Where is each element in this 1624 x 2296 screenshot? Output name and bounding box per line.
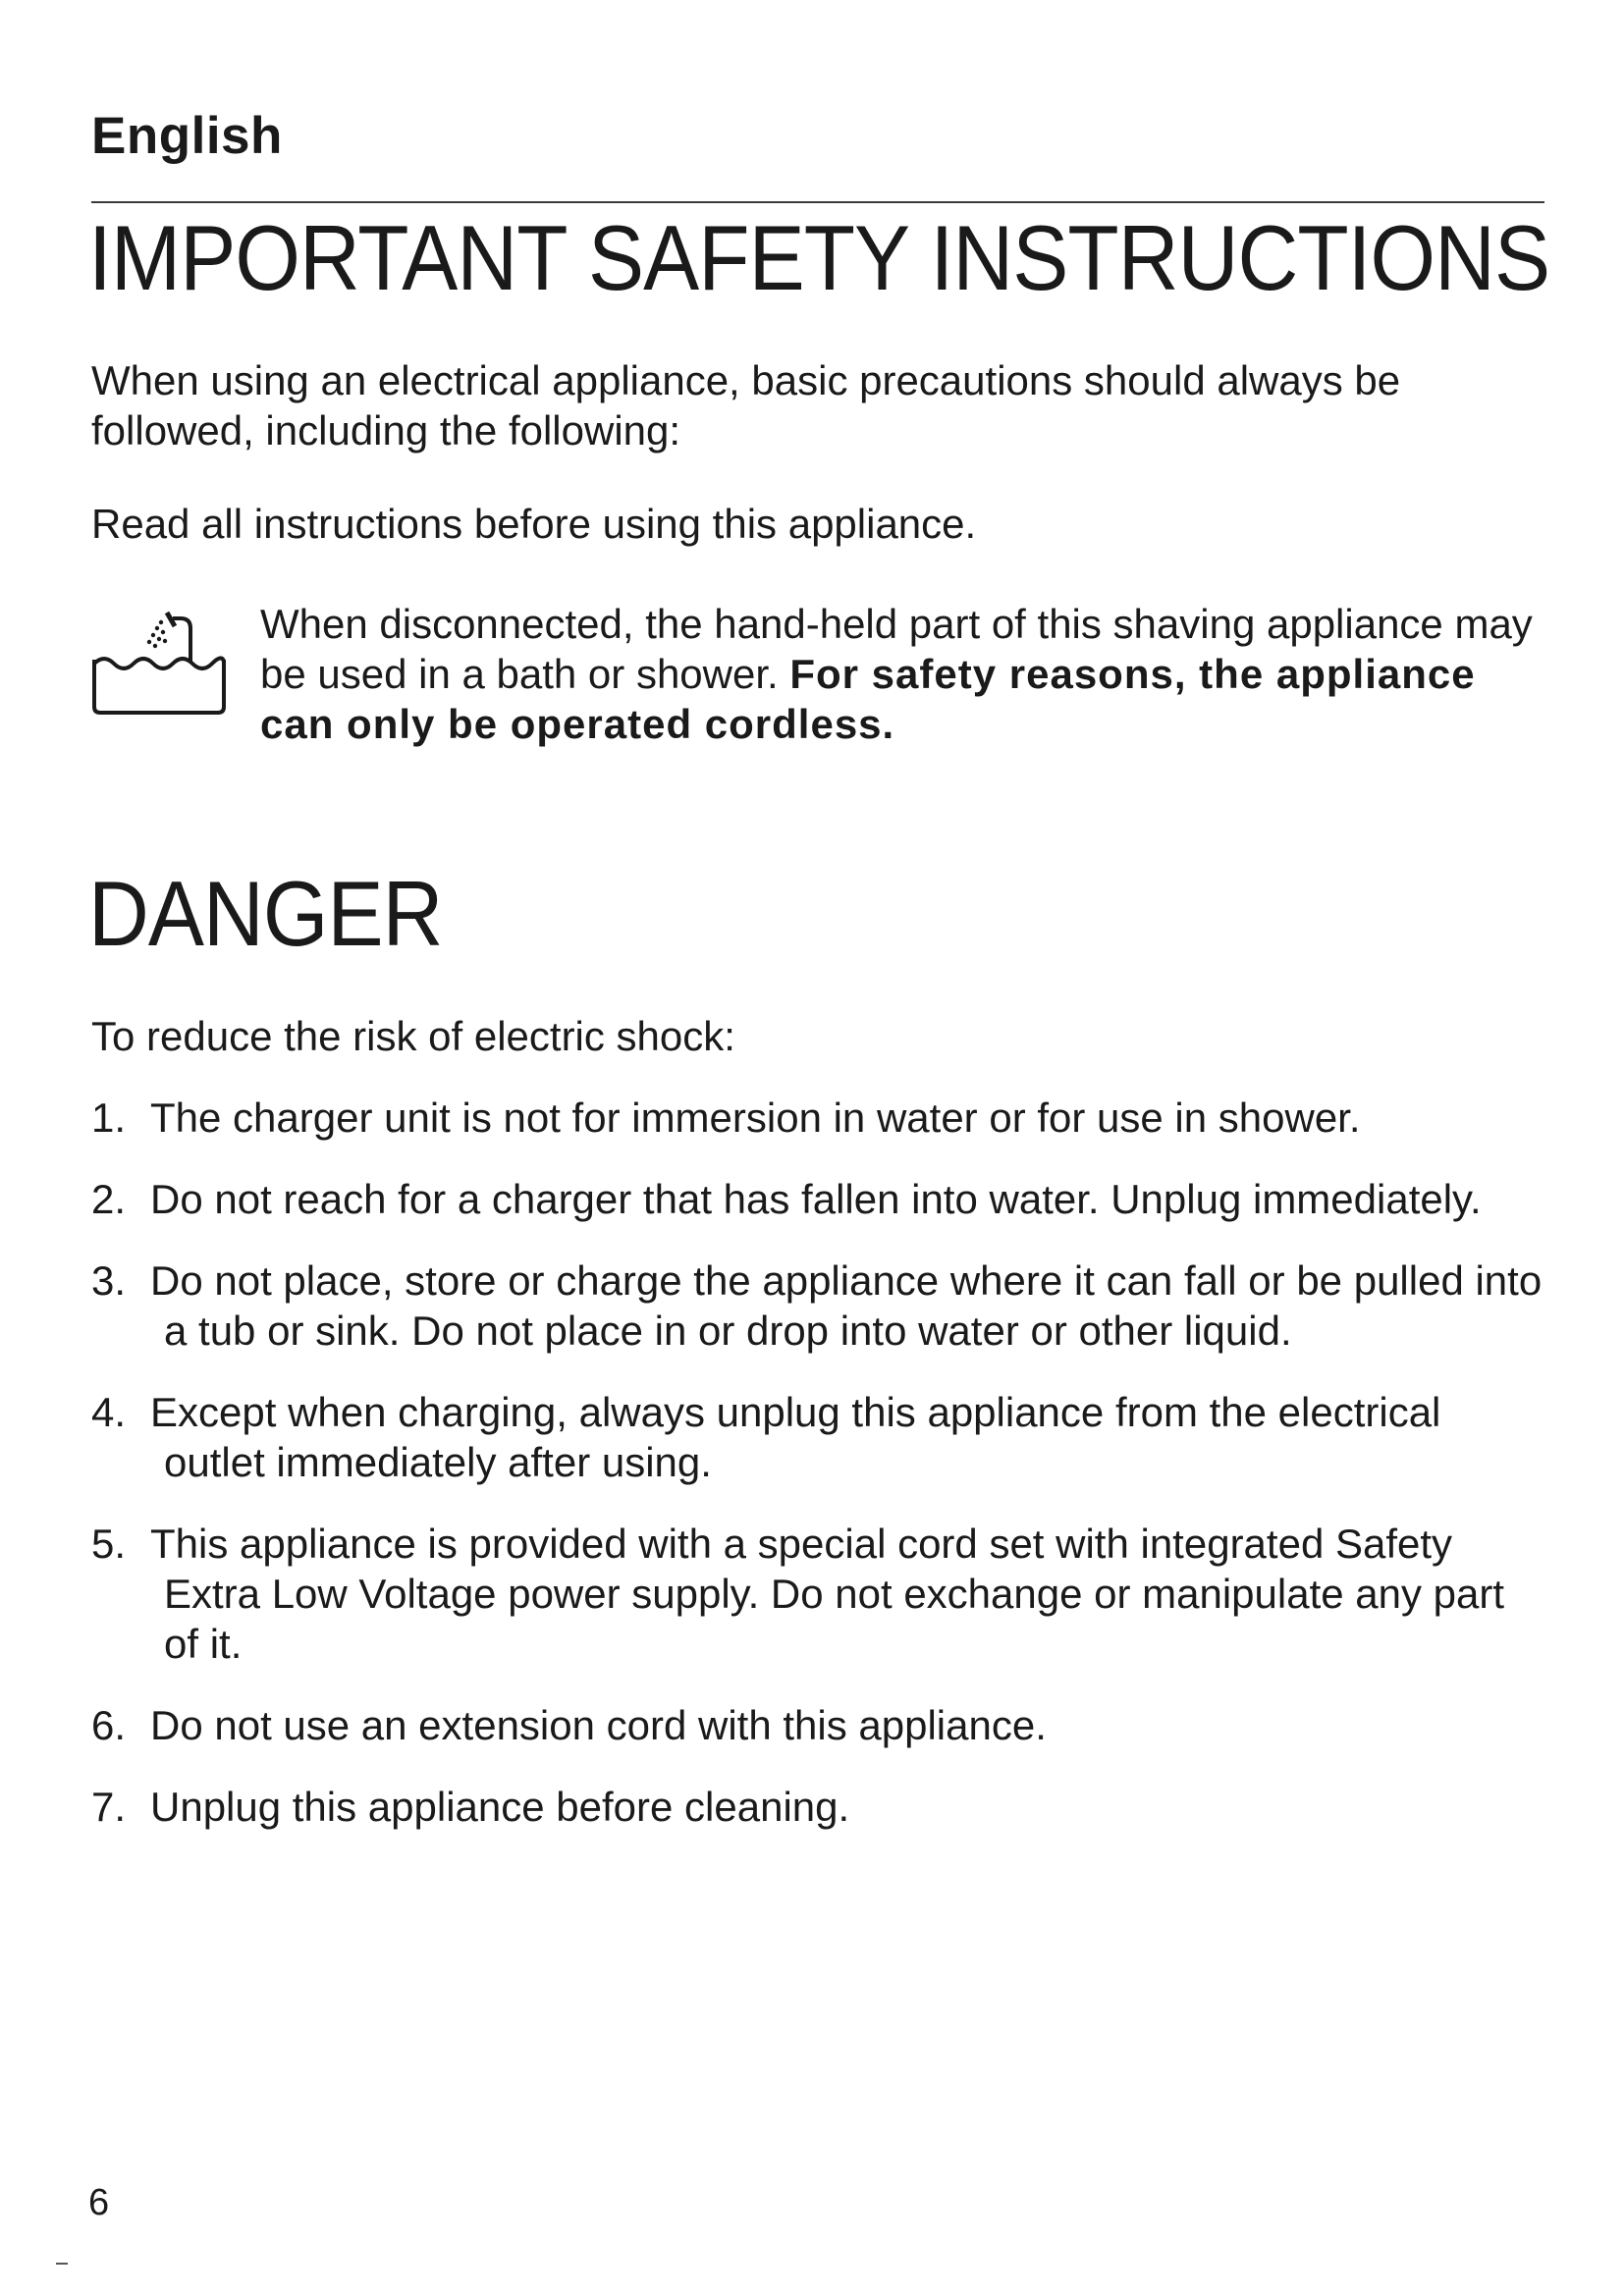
list-item-text: The charger unit is not for immersion in water or for use in shower. [150, 1095, 1361, 1141]
page-title: IMPORTANT SAFETY INSTRUCTIONS [88, 206, 1550, 309]
print-mark [56, 2263, 68, 2265]
list-item-text: This appliance is provided with a special cord set with integrated Safety Extra Low Voltage power supply. Do not exchange or manipulate any part of it. [150, 1521, 1505, 1667]
danger-lead: To reduce the risk of electric shock: [91, 1013, 735, 1059]
list-item-text: Unplug this appliance before cleaning. [150, 1784, 850, 1830]
list-item [91, 1255, 1544, 1356]
list-item-number: 7. [91, 1784, 127, 1830]
list-item [91, 1519, 1544, 1669]
page-number: 6 [88, 2182, 110, 2223]
bath-note-text: When disconnected, the hand-held part of this shaving appliance may be used in a bath or shower. [260, 601, 1533, 697]
list-item [91, 1387, 1544, 1487]
bath-note [260, 599, 1556, 749]
list-item-text: Except when charging, always unplug this appliance from the electrical outlet immediately after using. [150, 1389, 1441, 1485]
list-item-number: 2. [91, 1176, 127, 1222]
list-item-number: 5. [91, 1521, 127, 1567]
list-item-text: Do not place, store or charge the appliance where it can fall or be pulled into a tub or sink. Do not place in or drop into water or other liquid. [150, 1257, 1543, 1354]
list-item-text: Do not use an extension cord with this appliance. [150, 1702, 1047, 1748]
intro-paragraph: When using an electrical appliance, basic precautions should always be followed, including the following: [91, 357, 1401, 454]
bath-note-warning: For safety reasons, the appliance can only be operated cordless. [260, 651, 1476, 747]
list-item [91, 1174, 1544, 1224]
read-all-paragraph: Read all instructions before using this appliance. [91, 501, 977, 547]
list-item-number: 3. [91, 1257, 127, 1304]
list-item [91, 1700, 1544, 1750]
danger-heading: DANGER [88, 862, 443, 965]
list-item [91, 1093, 1544, 1143]
list-item-number: 6. [91, 1702, 127, 1748]
language-label: English [91, 107, 283, 165]
header-divider [91, 201, 1544, 203]
bath-shower-icon [88, 609, 230, 719]
list-item-text: Do not reach for a charger that has fallen into water. Unplug immediately. [150, 1176, 1482, 1222]
danger-list [91, 1093, 1544, 1863]
list-item [91, 1782, 1544, 1832]
list-item-number: 4. [91, 1389, 127, 1435]
list-item-number: 1. [91, 1095, 127, 1141]
